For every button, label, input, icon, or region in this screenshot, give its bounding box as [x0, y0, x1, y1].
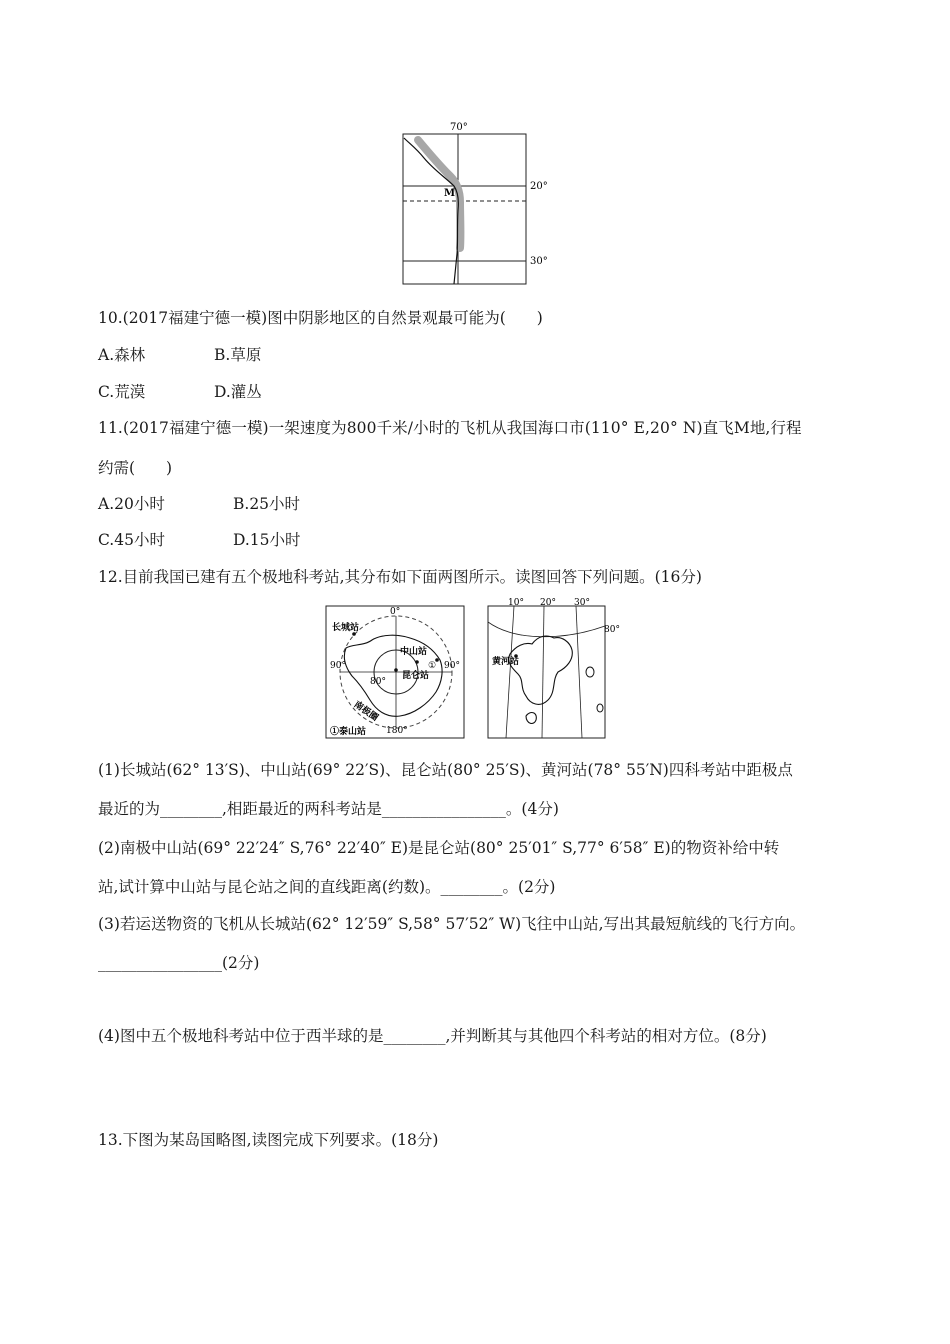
q12-sub2-line2: 站,试计算中山站与昆仑站之间的直线距离(约数)。________。(2分) [98, 878, 556, 896]
q12-sub1-line1: (1)长城站(62° 13′S)、中山站(69° 22′S)、昆仑站(80° 25′S)、黄河站(78° 55′N)四科考站中距极点 [98, 761, 793, 779]
lat-label-30: 30° [530, 256, 548, 267]
q10-option-b: B.草原 [214, 346, 262, 364]
q12-sub4: (4)图中五个极地科考站中位于西半球的是________,并判断其与其他四个科考站的相对方位。(8分) [98, 1027, 767, 1045]
lat-label-20: 20° [530, 181, 548, 192]
point-m-label: M [444, 188, 456, 199]
q12-stem: 12.目前我国已建有五个极地科考站,其分布如下面两图所示。读图回答下列问题。(16分) [98, 568, 702, 586]
q11-option-d: D.15小时 [233, 531, 301, 549]
q11-option-c: C.45小时 [98, 531, 165, 549]
q10-option-d: D.灌丛 [214, 383, 262, 401]
svalbard-islands [509, 636, 573, 723]
label-changcheng-station: 长城站 [332, 623, 360, 633]
q11-option-a: A.20小时 [98, 495, 165, 513]
q12-sub3-line2: ________________(2分) [98, 954, 260, 972]
q10-stem: 10.(2017福建宁德一模)图中阴影地区的自然景观最可能为( ) [98, 309, 543, 327]
q12-sub1-line2: 最近的为________,相距最近的两科考站是________________。(4分) [98, 800, 559, 818]
arctic-lat-80: 80° [604, 625, 620, 635]
label-kunlun-station: 昆仑站 [402, 671, 430, 681]
q10-option-c: C.荒漠 [98, 383, 146, 401]
antarctica-lat-80: 80° [370, 677, 386, 687]
antarctica-lon-90w: 90° [330, 661, 346, 671]
antarctica-lon-90e: 90° [444, 661, 460, 671]
label-marker-1: ① [428, 661, 437, 671]
q10-option-a: A.森林 [98, 346, 146, 364]
q11-option-b: B.25小时 [233, 495, 301, 513]
arctic-lon-20: 20° [540, 598, 556, 608]
q13-stem: 13.下图为某岛国略图,读图完成下列要求。(18分) [98, 1131, 439, 1149]
q12-sub3-line1: (3)若运送物资的飞机从长城站(62° 12′59″ S,58° 57′52″ W)飞往中山站,写出其最短航线的飞行方向。 [98, 915, 806, 933]
label-huanghe-station: 黄河站 [492, 657, 520, 667]
arctic-lon-30: 30° [574, 598, 590, 608]
label-antarctic-circle: 南极圈 [351, 699, 380, 724]
q11-stem-line1: 11.(2017福建宁德一模)一架速度为800千米/小时的飞机从我国海口市(110° E,20° N)直飞M地,行程 [98, 419, 802, 437]
q12-sub2-line1: (2)南极中山站(69° 22′24″ S,76° 22′40″ E)是昆仑站(80° 25′01″ S,77° 6′58″ E)的物资补给中转 [98, 839, 780, 857]
figure-map-m [380, 118, 570, 293]
figure-antarctica-map [324, 604, 466, 740]
label-zhongshan-station: 中山站 [400, 647, 428, 657]
label-taishan-station: ①泰山站 [330, 727, 367, 737]
antarctica-lon-0: 0° [390, 607, 401, 617]
arctic-lon-10: 10° [508, 598, 524, 608]
antarctica-lon-180: 180° [386, 726, 408, 736]
lon-label-70: 70° [450, 122, 468, 133]
q11-stem-line2: 约需( ) [98, 459, 173, 477]
figure-arctic-map [486, 596, 620, 740]
